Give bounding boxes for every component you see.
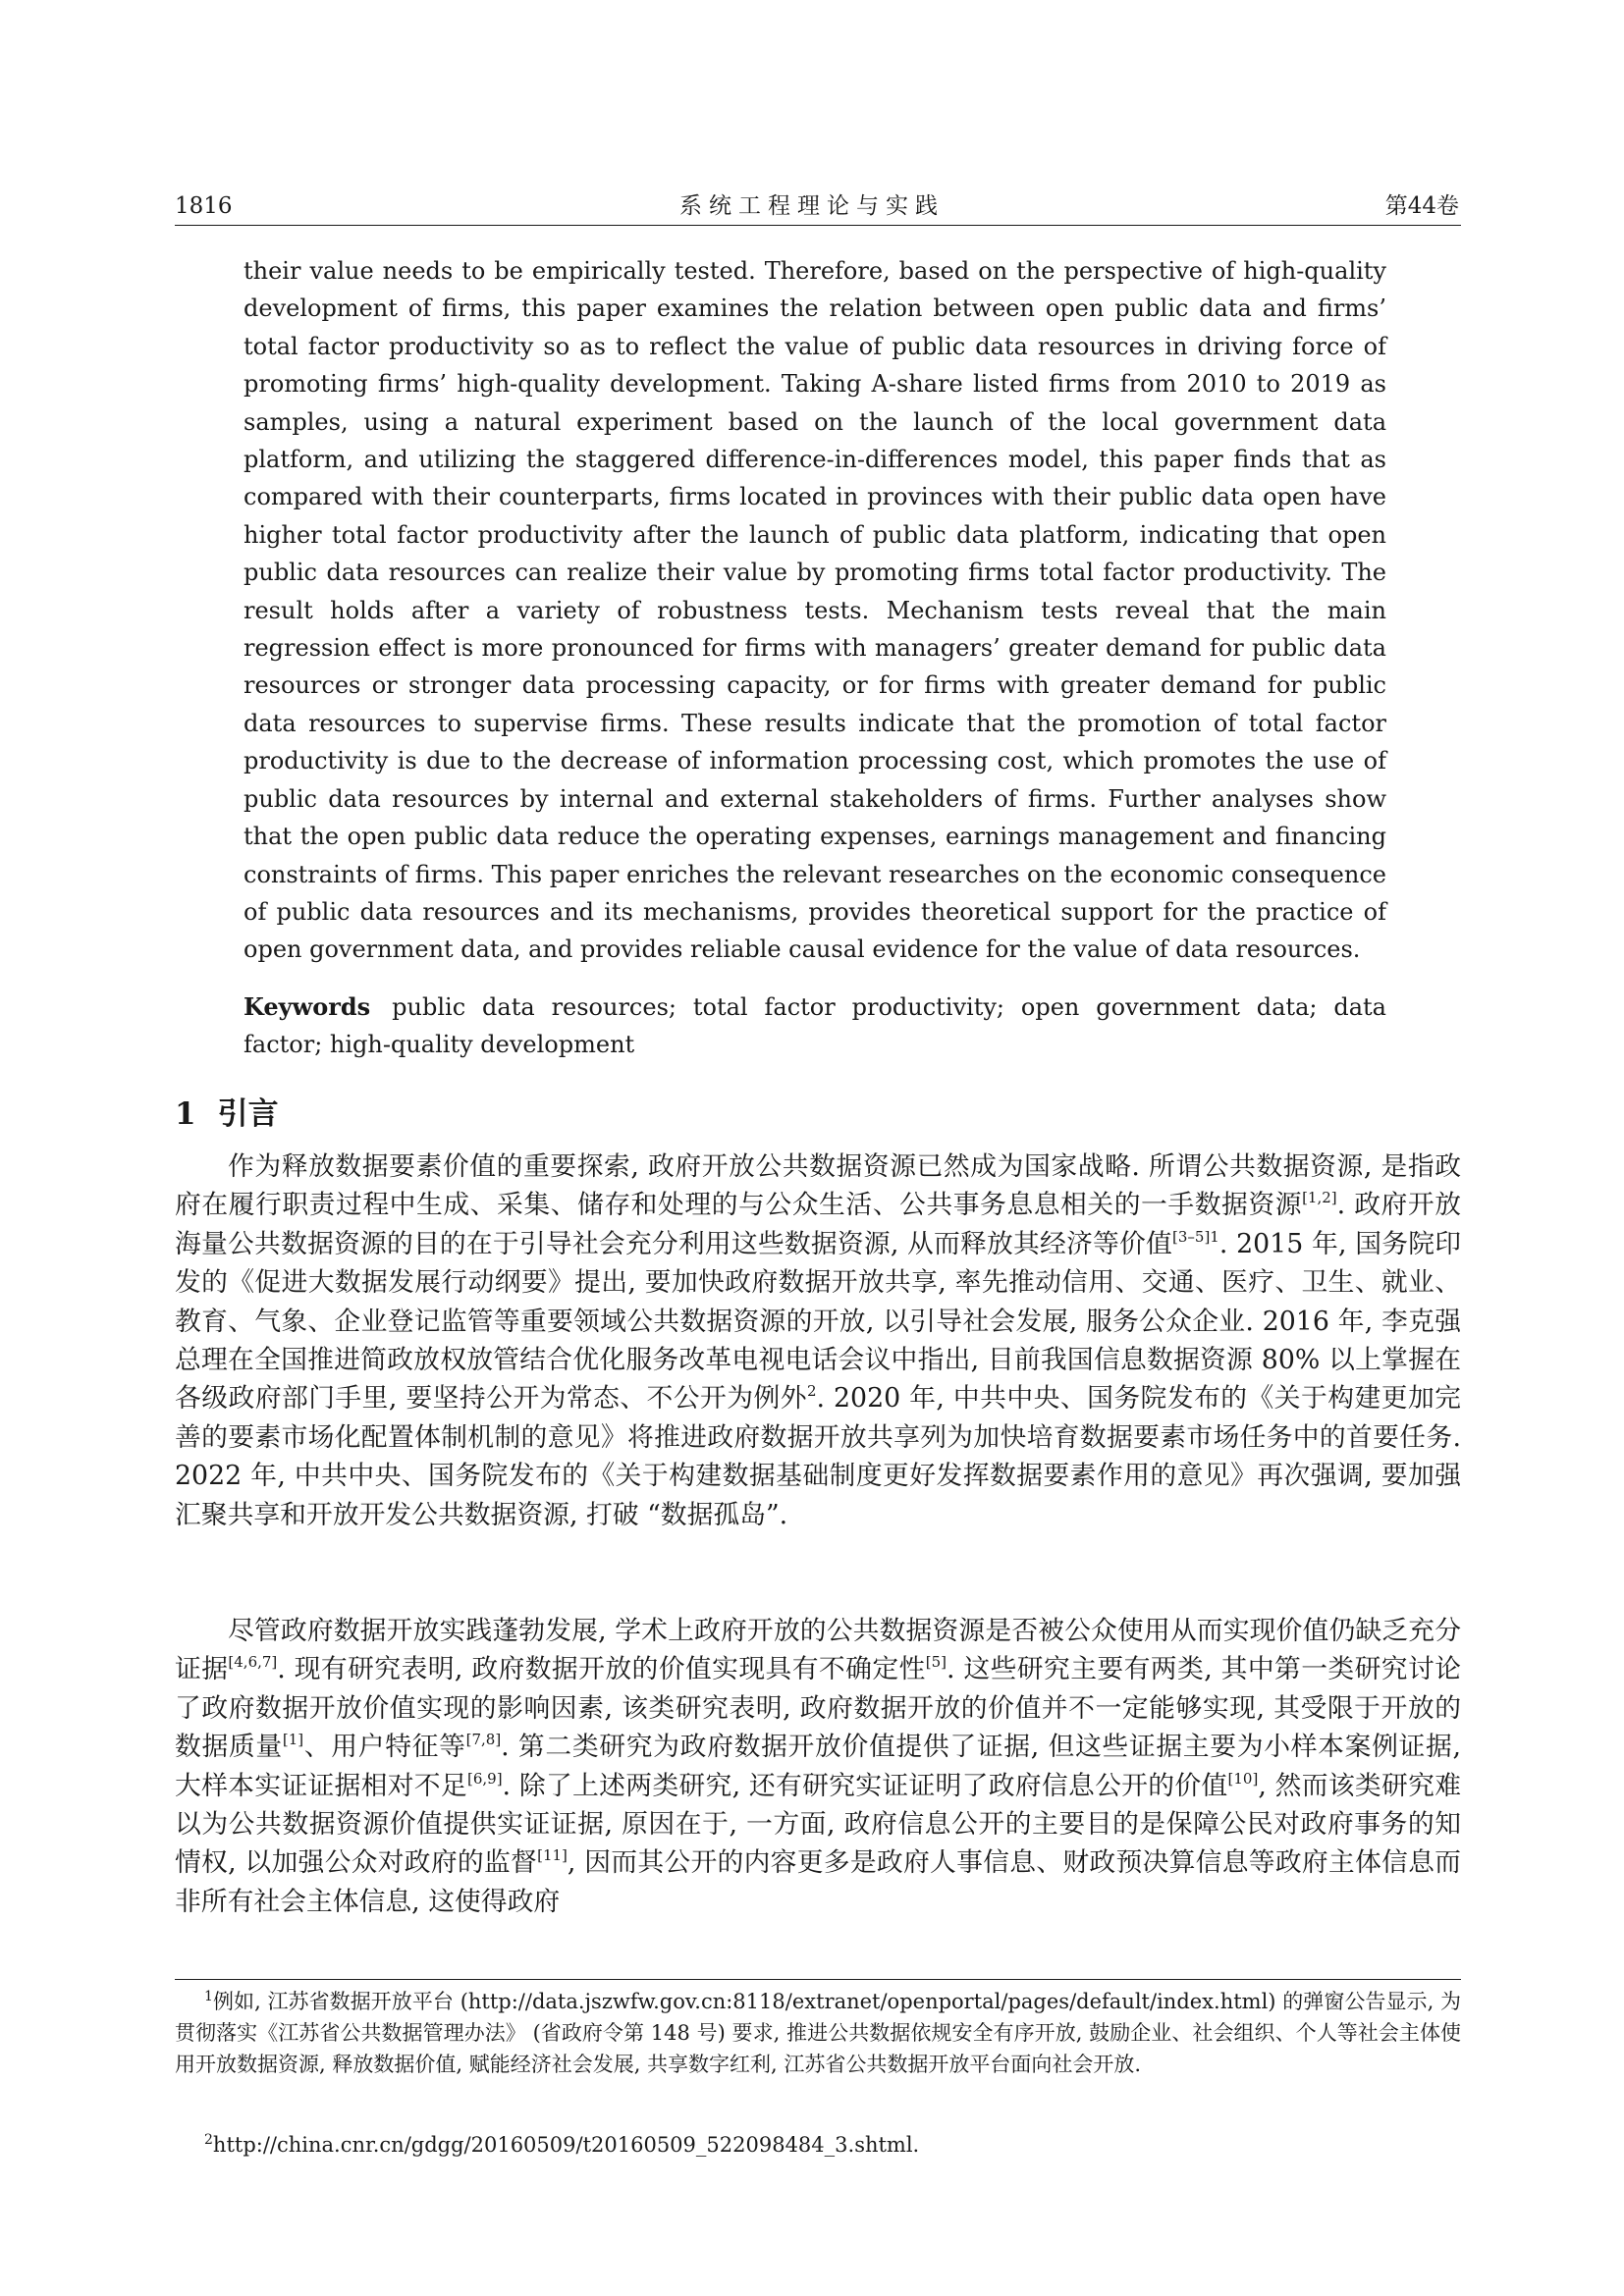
footnote-rule: [175, 1979, 1461, 1980]
intro-paragraph-2: [175, 1612, 1461, 1921]
section-title: 引言: [217, 1096, 279, 1132]
footnote-1: [175, 1986, 1461, 2080]
header-rule: [175, 225, 1461, 226]
text-run: . 现有研究表明, 政府数据开放的价值实现具有不确定性: [277, 1654, 926, 1685]
citation: [5]: [925, 1653, 947, 1672]
footnote-mark: 2: [806, 1382, 817, 1401]
footnote-2: [175, 2129, 1461, 2161]
footnote-number: 2: [204, 2132, 213, 2148]
text-run: . 政府开放海量公共数据资源的目的在于引导社会充分利用这些数据资源, 从而释放其经济等价值: [175, 1190, 1461, 1259]
journal-title: 系统工程理论与实践: [679, 193, 945, 219]
citation: [1,2]: [1302, 1189, 1337, 1207]
text-run: . 2020 年, 中共中央、国务院发布的《关于构建更加完善的要素市场化配置体制机制的意见》将推进政府数据开放共享列为加快培育数据要素市场任务中的首要任务. 2022 年, 中共中央、国务院发布的《关于构建数据基础制度更好发挥数据要素作用的意见》再次强调, 要加强汇聚共享和开放开发公共数据资源, 打破 “数据孤岛”.: [175, 1383, 1461, 1530]
citation: [1]: [282, 1731, 304, 1749]
section-number: 1: [175, 1096, 196, 1132]
section-heading: [175, 1095, 279, 1133]
citation: [3–5]1: [1172, 1227, 1219, 1246]
footnote-text: http://china.cnr.cn/gdgg/20160509/t20160509_522098484_3.shtml.: [212, 2133, 920, 2157]
footnote-number: 1: [204, 1989, 213, 2004]
text-run: , 因而其公开的内容更多是政府人事信息、财政预决算信息等政府主体信息而非所有社会主体信息, 这使得政府: [175, 1847, 1461, 1917]
abstract-body: their value needs to be empirically tested. Therefore, based on the perspective of high-quality development of firms, this paper examines the relation between open public data and firms’ total factor productivity so as to reflect the value of public data resources in driving force of promoting firms’ high-quality development. Taking A-share listed firms from 2010 to 2019 as samples, using a natural experiment based on the launch of the local government data platform, and utilizing the staggered difference-in-differences model, this paper finds that as compared with their counterparts, firms located in provinces with their public data open have higher total factor productivity after the launch of public data platform, indicating that open public data resources can realize their value by promoting firms total factor productivity. The result holds after a variety of robustness tests. Mechanism tests reveal that the main regression effect is more pronounced for firms with managers’ greater demand for public data resources or stronger data processing capacity, or for firms with greater demand for public data resources to supervise firms. These results indicate that the promotion of total factor productivity is due to the decrease of information processing cost, which promotes the use of public data resources by internal and external stakeholders of firms. Further analyses show that the open public data reduce the operating expenses, earnings management and financing constraints of firms. This paper enriches the relevant researches on the economic consequence of public data resources and its mechanisms, provides theoretical support for the practice of open government data, and provides reliable causal evidence for the value of data resources.: [244, 257, 1386, 964]
footnote-text: 例如, 江苏省数据开放平台 (http://data.jszwfw.gov.cn:8118/extranet/openportal/pages/default/index.html) 的弹窗公告显示, 为贯彻落实《江苏省公共数据管理办法》 (省政府令第 148 号) 要求, 推进公共数据依规安全有序开放, 鼓励企业、社会组织、个人等社会主体使用开放数据资源, 释放数据价值, 赋能经济社会发展, 共享数字红利, 江苏省公共数据开放平台面向社会开放.: [175, 1990, 1461, 2076]
text-run: 、用户特征等: [303, 1732, 466, 1763]
text-run: 作为释放数据要素价值的重要探索, 政府开放公共数据资源已然成为国家战略. 所谓公共数据资源, 是指政府在履行职责过程中生成、采集、储存和处理的与公众生活、公共事务息息相关的一手数据资源: [175, 1151, 1461, 1221]
keywords-label: Keywords: [244, 992, 371, 1021]
text-run: . 第二类研究为政府数据开放价值提供了证据, 但这些证据主要为小样本案例证据, 大样本实证证据相对不足: [175, 1732, 1462, 1801]
text-run: 尽管政府数据开放实践蓬勃发展, 学术上政府开放的公共数据资源是否被公众使用从而实现价值仍缺乏充分证据: [175, 1616, 1461, 1685]
citation: [6,9]: [466, 1769, 503, 1788]
volume-label: 第44卷: [1384, 193, 1459, 219]
keywords: [244, 988, 1386, 1064]
citation: [4,6,7]: [228, 1653, 278, 1672]
intro-paragraph-1: [175, 1148, 1461, 1534]
text-run: . 除了上述两类研究, 还有研究实证证明了政府信息公开的价值: [502, 1770, 1228, 1801]
citation: [7,8]: [465, 1731, 502, 1749]
citation: [10]: [1227, 1769, 1259, 1788]
text-run: , 然而该类研究难以为公共数据资源价值提供实证证据, 原因在于, 一方面, 政府信息公开的主要目的是保障公民对政府事务的知情权, 以加强公众对政府的监督: [175, 1770, 1461, 1879]
page-number: 1816: [175, 193, 233, 219]
citation: [11]: [537, 1846, 568, 1865]
keywords-text: public data resources; total factor productivity; open government data; data factor; high-quality development: [244, 993, 1386, 1059]
text-run: . 这些研究主要有两类, 其中第一类研究讨论了政府数据开放价值实现的影响因素, 该类研究表明, 政府数据开放的价值并不一定能够实现, 其受限于开放的数据质量: [175, 1654, 1462, 1763]
text-run: . 2015 年, 国务院印发的《促进大数据发展行动纲要》提出, 要加快政府数据开放共享, 率先推动信用、交通、医疗、卫生、就业、教育、气象、企业登记监管等重要领域公共数据资源的开放, 以引导社会发展, 服务公众企业. 2016 年, 李克强总理在全国推进简政放权放管结合优化服务改革电视电话会议中指出, 目前我国信息数据资源 80% 以上掌握在各级政府部门手里, 要坚持公开为常态、不公开为例外: [175, 1228, 1461, 1415]
